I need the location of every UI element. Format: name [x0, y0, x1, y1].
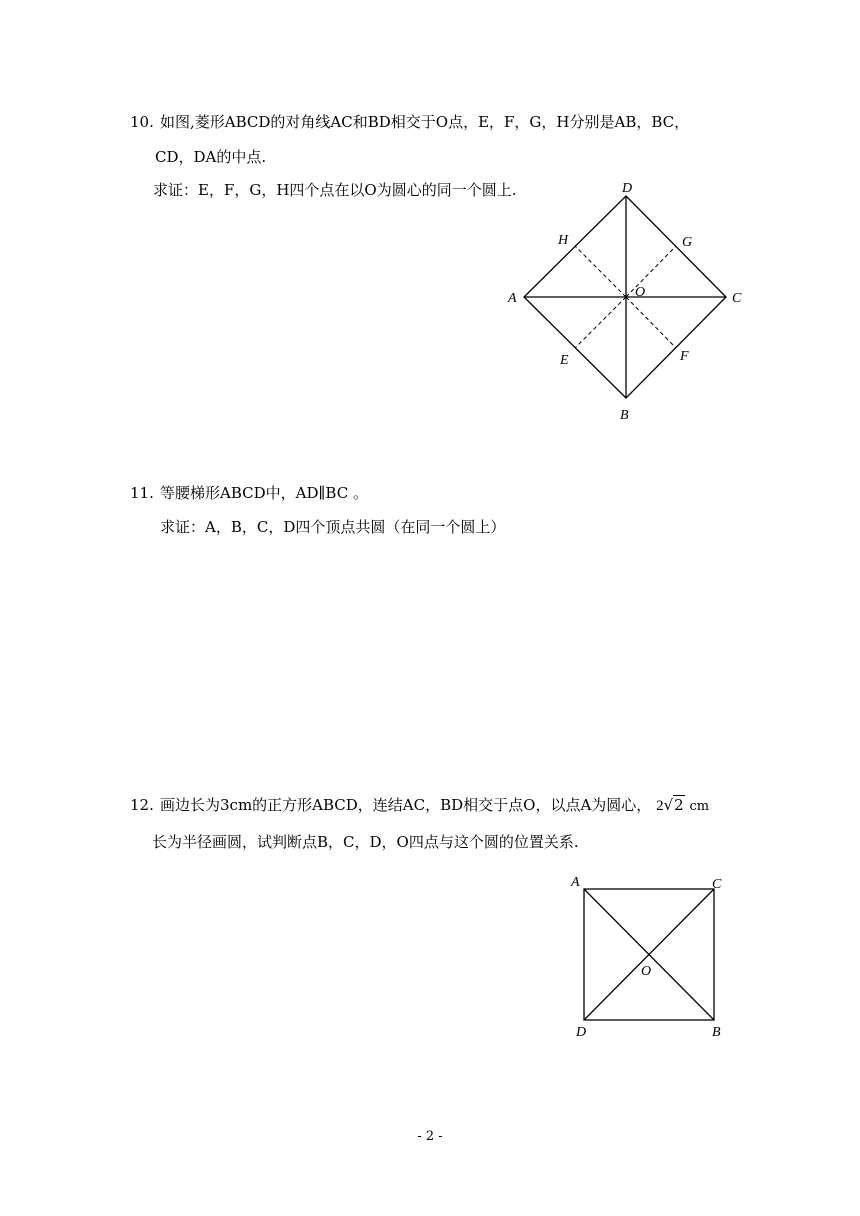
label-b: B: [712, 1025, 721, 1040]
label-o: O: [641, 964, 652, 979]
label-g: G: [682, 235, 693, 250]
problem-12-line1-text: 画边长为3cm的正方形ABCD，连结AC，BD相交于点O，以点A为圆心，: [160, 796, 652, 814]
segment-oh: [575, 246, 626, 297]
problem-10-line1: 如图,菱形ABCD的对角线AC和BD相交于O点，E，F，G，H分别是AB，BC，: [160, 113, 690, 131]
label-a: A: [571, 875, 580, 890]
label-c: C: [732, 291, 742, 306]
problem-11-line2: 求证：A，B，C，D四个顶点共圆（在同一个圆上）: [160, 518, 506, 536]
segment-of: [626, 297, 676, 348]
problem-10-line3: 求证：E，F，G，H四个点在以O为圆心的同一个圆上.: [153, 181, 517, 199]
square-figure: [568, 872, 738, 1042]
problem-10-number: 10.: [130, 113, 154, 131]
problem-11-number: 11.: [130, 484, 154, 502]
page-number: - 2 -: [417, 1129, 443, 1144]
label-a: A: [508, 291, 517, 306]
radius-unit: cm: [689, 799, 710, 814]
label-e: E: [560, 353, 569, 368]
rhombus-figure: [500, 178, 760, 428]
radius-coef: 2: [656, 798, 664, 814]
label-h: H: [558, 233, 569, 248]
segment-og: [626, 246, 676, 297]
label-d: D: [622, 181, 633, 196]
problem-12-line2: 长为半径画圆，试判断点B，C，D，O四点与这个圆的位置关系.: [152, 833, 579, 851]
problem-11-line1: 等腰梯形ABCD中，AD∥BC 。: [160, 484, 368, 502]
problem-12-number: 12.: [130, 796, 154, 814]
sqrt-sign: √: [663, 796, 674, 814]
label-o: O: [635, 285, 646, 300]
problem-12-line1: [160, 795, 709, 817]
label-f: F: [680, 349, 689, 364]
problem-10-line2: CD，DA的中点.: [155, 148, 267, 166]
segment-oe: [575, 297, 626, 348]
label-c: C: [712, 877, 722, 892]
label-b: B: [620, 408, 629, 423]
label-d: D: [576, 1025, 587, 1040]
radius-radicand: 2: [674, 796, 684, 814]
